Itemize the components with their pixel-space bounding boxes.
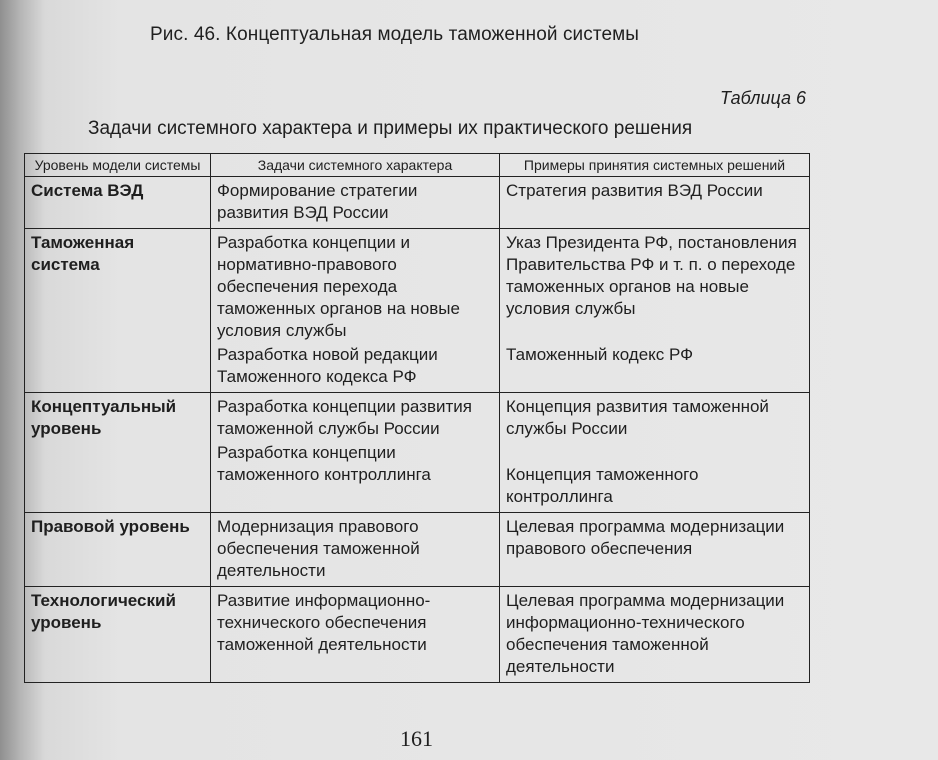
task-text: Разработка концепции таможенного контроллинга (217, 443, 431, 484)
task-text: Разработка концепции и нормативно-правового обеспечения перехода таможенных органов на новые условия службы (217, 233, 460, 340)
header-level: Уровень модели системы (25, 154, 211, 177)
example-text: Концепция таможенного контроллинга (506, 465, 699, 506)
example-text: Указ Президента РФ, постановления Правительства РФ и т. п. о переходе таможенных органов на новые условия службы (506, 233, 797, 318)
table-row (25, 393, 810, 513)
table-row (25, 513, 810, 587)
table-row (25, 177, 810, 229)
task-text: Формирование стратегии развития ВЭД России (217, 181, 418, 222)
row-examples (500, 229, 810, 393)
task-text: Разработка новой редакции Таможенного кодекса РФ (217, 345, 438, 386)
example-text: Целевая программа модернизации правового обеспечения (506, 517, 785, 558)
table-label: Таблица 6 (719, 88, 806, 108)
row-level: Таможенная система (25, 229, 211, 393)
table-row (25, 587, 810, 683)
tasks-table (24, 153, 810, 683)
example-text: Целевая программа модернизации информационно-технического обеспечения таможенной деятельности (506, 591, 785, 676)
example-text: Концепция развития таможенной службы России (506, 397, 769, 438)
table-title: Задачи системного характера и примеры их практического решения (88, 118, 693, 139)
header-examples: Примеры принятия системных решений (500, 154, 810, 177)
row-examples (500, 393, 810, 513)
task-text: Разработка концепции развития таможенной службы России (217, 397, 472, 438)
task-text: Модернизация правового обеспечения таможенной деятельности (217, 517, 420, 580)
row-level: Правовой уровень (25, 513, 211, 587)
row-tasks (211, 587, 500, 683)
row-level: Система ВЭД (25, 177, 211, 229)
row-examples (500, 177, 810, 229)
row-tasks (211, 513, 500, 587)
row-tasks (211, 177, 500, 229)
row-level: Концептуальный уровень (25, 393, 211, 513)
page-number: 161 (400, 726, 433, 751)
row-level: Технологический уровень (25, 587, 211, 683)
table-row (25, 229, 810, 393)
task-text: Развитие информационно-технического обеспечения таможенной деятельности (217, 591, 431, 654)
row-examples (500, 513, 810, 587)
figure-caption: Рис. 46. Концептуальная модель таможенной системы (150, 24, 640, 45)
row-tasks (211, 229, 500, 393)
example-text: Стратегия развития ВЭД России (506, 181, 763, 200)
header-tasks: Задачи системного характера (211, 154, 500, 177)
row-examples (500, 587, 810, 683)
table-header-row (25, 154, 810, 177)
row-tasks (211, 393, 500, 513)
example-text: Таможенный кодекс РФ (506, 345, 694, 364)
